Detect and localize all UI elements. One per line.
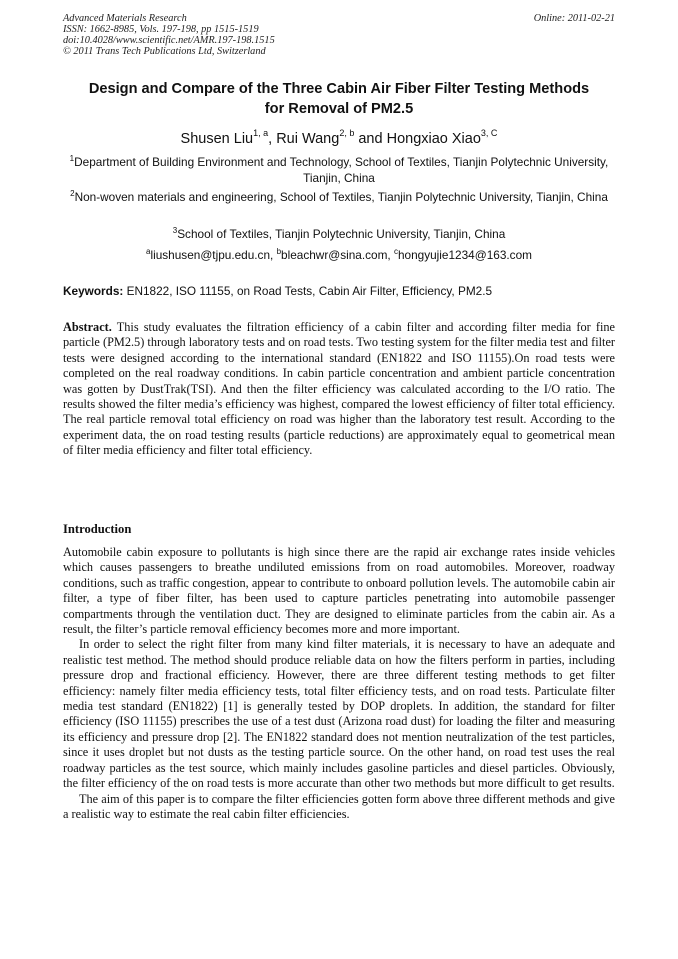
- affiliation-text: School of Textiles, Tianjin Polytechnic University, Tianjin, China: [177, 227, 506, 241]
- affiliation-2: [63, 190, 615, 206]
- intro-paragraph: The aim of this paper is to compare the filter efficiencies gotten form above three different methods and give a realistic way to estimate the real cabin filter efficiencies.: [63, 791, 615, 821]
- email-link[interactable]: hongyujie1234@163.com: [397, 248, 532, 262]
- title-line-2: for Removal of PM2.5: [264, 101, 414, 117]
- abstract-text: This study evaluates the filtration efficiency of a cabin filter and according filter media for fine particle (PM2.5) through laboratory tests and on road tests. Two testing system for the filter media test and filter tests were designed according to the international standard (EN1822 and ISO 11155).On road tests were completed on the real roadway conditions. In cabin particle concentration and ambient particle concentration was gotten by DustTrak(TSI). And then the filter efficiency was calculated according to the I/O ratio. The results showed the filter media’s efficiency was highest, compared the lowest efficiency of filter total efficiency. The real particle removal total efficiency on road was higher than the laboratory test result. According to the experiment data, the on road testing results (particle reductions) are approximately equal to geometrical mean of filter media efficiency and filter total efficiency.: [63, 320, 615, 458]
- author-emails: [63, 248, 615, 264]
- journal-name: Advanced Materials Research: [63, 13, 187, 24]
- intro-paragraph: In order to select the right filter from many kind filter materials, it is necessary to have an adequate and realistic test method. The method should produce reliable data on how the filters perform in parties, including pressure drop and fractional efficiency. However, there are three different testing methods to get filter efficiency: namely filter media efficiency tests, total filter efficiency tests, and on road tests. Particulate filter media test standard (EN1822) [1] is generally tested by DOP droplets. In addition, the standard for filter efficiency (ISO 11155) prescribes the use of a test dust (Arizona road dust) for loading the filter and measuring its efficiency and pressure drop [2]. The EN1822 standard does not mention neutralization of the test particles, since it uses droplet but not dusts as the testing particle source. On the other hand, on road test uses the real roadway particles as the test source, which mainly includes gasoline particles and diesel particles. Obviously, the filter efficiency of the on road tests is more accurate than other two methods but more difficult to get results.: [63, 637, 615, 791]
- keywords-label: Keywords:: [63, 284, 124, 298]
- paper-title: [63, 79, 615, 119]
- copyright-line: © 2011 Trans Tech Publications Ltd, Switzerland: [63, 46, 266, 57]
- abstract: [63, 320, 615, 459]
- affiliation-3: [63, 227, 615, 243]
- introduction-body: [63, 545, 615, 822]
- author-name: Shusen Liu: [180, 131, 254, 147]
- affiliation-1: [63, 155, 615, 186]
- affiliation-sup: 1: [69, 154, 75, 164]
- author-sep: ,: [268, 131, 277, 147]
- email-link[interactable]: bleachwr@sina.com,: [281, 248, 394, 262]
- keywords: [63, 284, 615, 299]
- email-sup: c: [393, 247, 398, 257]
- email-sup: a: [146, 247, 151, 257]
- affiliation-text: Department of Building Environment and Technology, School of Textiles, Tianjin Polytechnic University, Tianjin, China: [74, 155, 609, 185]
- author-name: Rui Wang: [276, 131, 340, 147]
- affiliation-sup: 2: [70, 189, 75, 199]
- online-date: Online: 2011-02-21: [533, 13, 615, 24]
- affiliation-text: Non-woven materials and engineering, School of Textiles, Tianjin Polytechnic University, Tianjin, China: [74, 190, 608, 204]
- journal-header: [63, 13, 615, 57]
- keywords-text: EN1822, ISO 11155, on Road Tests, Cabin Air Filter, Efficiency, PM2.5: [126, 284, 493, 298]
- author-sup: 2, b: [339, 128, 355, 139]
- author-list: [63, 130, 615, 148]
- email-link[interactable]: liushusen@tjpu.edu.cn,: [150, 248, 277, 262]
- author-sep: and: [354, 131, 387, 147]
- abstract-label: Abstract.: [63, 320, 112, 334]
- doi-line[interactable]: doi:10.4028/www.scientific.net/AMR.197-198.1515: [63, 35, 275, 46]
- title-line-1: Design and Compare of the Three Cabin Air Fiber Filter Testing Methods: [88, 81, 590, 97]
- author-name: Hongxiao Xiao: [386, 131, 481, 147]
- intro-paragraph: Automobile cabin exposure to pollutants is high since there are the rapid air exchange rates inside vehicles which causes passengers to breathe undiluted emissions from on road automobiles. Moreover, roadway conditions, such as traffic congestion, appear to contribute to onboard pollution levels. The automobile cabin air filter, a type of fiber filter, has been used to capture particles penetrating into automobile passenger compartments through the ventilation duct. They are designed to eliminate particles from the cabin air. As a result, the filter’s particle removal efficiency becomes more and more important.: [63, 545, 615, 637]
- author-sup: 3, C: [480, 128, 498, 139]
- issn-line: ISSN: 1662-8985, Vols. 197-198, pp 1515-1519: [63, 24, 259, 35]
- introduction-heading: Introduction: [63, 522, 132, 536]
- affiliation-sup: 3: [172, 226, 178, 236]
- email-sup: b: [276, 247, 282, 257]
- author-sup: 1, a: [253, 128, 269, 139]
